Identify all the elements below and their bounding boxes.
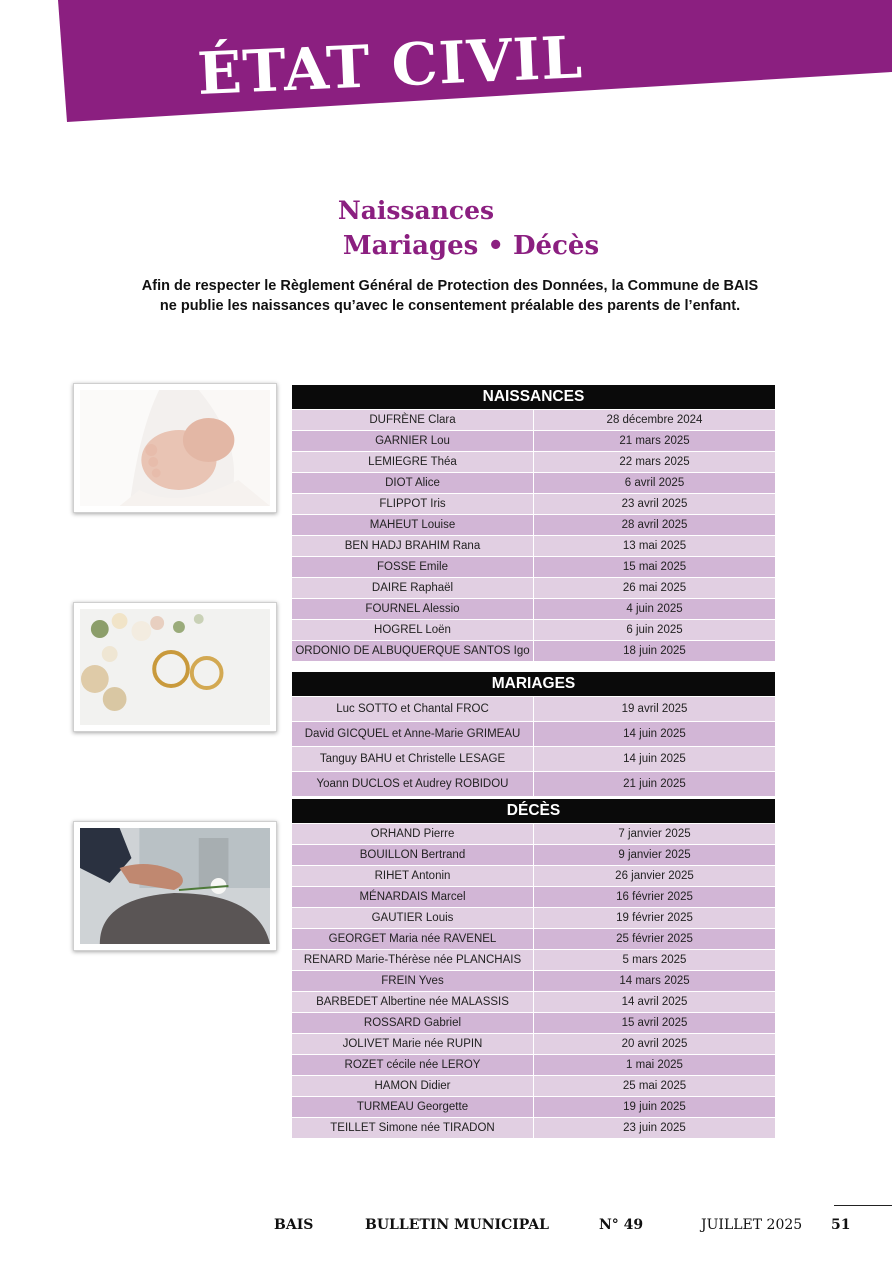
entry-date: 25 mai 2025 bbox=[534, 1076, 776, 1097]
entry-name: RENARD Marie-Thérèse née PLANCHAIS bbox=[292, 950, 534, 971]
naissance-row bbox=[292, 410, 775, 431]
footer-rule bbox=[834, 1205, 892, 1206]
naissance-row bbox=[292, 557, 775, 578]
gdpr-notice-line2: ne publie les naissances qu’avec le consentement préalable des parents de l’enfant. bbox=[159, 298, 741, 314]
entry-date: 23 avril 2025 bbox=[534, 494, 776, 515]
entry-date: 6 avril 2025 bbox=[534, 473, 776, 494]
entry-date: 26 janvier 2025 bbox=[534, 866, 776, 887]
mariages-header: MARIAGES bbox=[292, 672, 775, 697]
deces-table bbox=[292, 799, 775, 1139]
naissance-row bbox=[292, 515, 775, 536]
gdpr-notice-line1: Afin de respecter le Règlement Général de Protection des Données, la Commune de BAIS bbox=[141, 278, 759, 294]
deces-row bbox=[292, 1076, 775, 1097]
entry-name: BEN HADJ BRAHIM Rana bbox=[292, 536, 534, 557]
deces-header: DÉCÈS bbox=[292, 799, 775, 824]
entry-date: 7 janvier 2025 bbox=[534, 824, 776, 845]
heading-mariages-deces: Mariages • Décès bbox=[342, 231, 600, 261]
entry-date: 28 décembre 2024 bbox=[534, 410, 776, 431]
entry-date: 14 avril 2025 bbox=[534, 992, 776, 1013]
mariage-row bbox=[292, 747, 775, 772]
entry-name: Luc SOTTO et Chantal FROC bbox=[292, 697, 534, 722]
mariage-row bbox=[292, 772, 775, 797]
naissances-table bbox=[292, 385, 775, 662]
naissance-row bbox=[292, 473, 775, 494]
entry-date: 1 mai 2025 bbox=[534, 1055, 776, 1076]
entry-name: DUFRÈNE Clara bbox=[292, 410, 534, 431]
deces-row bbox=[292, 929, 775, 950]
entry-name: David GICQUEL et Anne-Marie GRIMEAU bbox=[292, 722, 534, 747]
entry-name: DAIRE Raphaël bbox=[292, 578, 534, 599]
entry-name: RIHET Antonin bbox=[292, 866, 534, 887]
mariage-row bbox=[292, 722, 775, 747]
deces-row bbox=[292, 971, 775, 992]
entry-name: MÉNARDAIS Marcel bbox=[292, 887, 534, 908]
entry-date: 5 mars 2025 bbox=[534, 950, 776, 971]
deces-row bbox=[292, 1013, 775, 1034]
deces-row bbox=[292, 1097, 775, 1118]
deces-row bbox=[292, 950, 775, 971]
naissance-row bbox=[292, 536, 775, 557]
naissance-row bbox=[292, 578, 775, 599]
naissance-row bbox=[292, 641, 775, 662]
entry-date: 14 mars 2025 bbox=[534, 971, 776, 992]
deces-row bbox=[292, 866, 775, 887]
deces-row bbox=[292, 1055, 775, 1076]
heading-naissances: Naissances bbox=[337, 196, 495, 225]
entry-name: FREIN Yves bbox=[292, 971, 534, 992]
entry-name: JOLIVET Marie née RUPIN bbox=[292, 1034, 534, 1055]
entry-name: Yoann DUCLOS et Audrey ROBIDOU bbox=[292, 772, 534, 797]
deces-row bbox=[292, 824, 775, 845]
baby-feet-photo bbox=[73, 383, 277, 513]
deces-row bbox=[292, 1118, 775, 1139]
naissances-header: NAISSANCES bbox=[292, 385, 775, 410]
entry-name: HOGREL Loën bbox=[292, 620, 534, 641]
entry-date: 18 juin 2025 bbox=[534, 641, 776, 662]
entry-name: Tanguy BAHU et Christelle LESAGE bbox=[292, 747, 534, 772]
entry-date: 14 juin 2025 bbox=[534, 747, 776, 772]
naissance-row bbox=[292, 494, 775, 515]
entry-name: ORHAND Pierre bbox=[292, 824, 534, 845]
entry-name: HAMON Didier bbox=[292, 1076, 534, 1097]
footer-publication: BULLETIN MUNICIPAL bbox=[365, 1217, 549, 1233]
entry-name: DIOT Alice bbox=[292, 473, 534, 494]
funeral-hand-rose-photo bbox=[73, 821, 277, 951]
entry-date: 20 avril 2025 bbox=[534, 1034, 776, 1055]
entry-date: 19 février 2025 bbox=[534, 908, 776, 929]
entry-date: 22 mars 2025 bbox=[534, 452, 776, 473]
entry-name: BOUILLON Bertrand bbox=[292, 845, 534, 866]
deces-row bbox=[292, 887, 775, 908]
entry-date: 6 juin 2025 bbox=[534, 620, 776, 641]
entry-name: ROZET cécile née LEROY bbox=[292, 1055, 534, 1076]
entry-name: GAUTIER Louis bbox=[292, 908, 534, 929]
deces-row bbox=[292, 845, 775, 866]
naissance-row bbox=[292, 431, 775, 452]
entry-date: 15 mai 2025 bbox=[534, 557, 776, 578]
entry-date: 19 juin 2025 bbox=[534, 1097, 776, 1118]
footer-town: BAIS bbox=[274, 1217, 314, 1233]
wedding-rings-photo bbox=[73, 602, 277, 732]
entry-date: 23 juin 2025 bbox=[534, 1118, 776, 1139]
footer-page-number: 51 bbox=[831, 1217, 851, 1233]
deces-row bbox=[292, 992, 775, 1013]
entry-name: MAHEUT Louise bbox=[292, 515, 534, 536]
naissance-row bbox=[292, 620, 775, 641]
entry-name: ROSSARD Gabriel bbox=[292, 1013, 534, 1034]
deces-row bbox=[292, 1034, 775, 1055]
entry-name: TURMEAU Georgette bbox=[292, 1097, 534, 1118]
entry-name: GEORGET Maria née RAVENEL bbox=[292, 929, 534, 950]
entry-name: GARNIER Lou bbox=[292, 431, 534, 452]
entry-name: FOURNEL Alessio bbox=[292, 599, 534, 620]
entry-name: ORDONIO DE ALBUQUERQUE SANTOS Igo bbox=[292, 641, 534, 662]
mariages-table bbox=[292, 672, 775, 797]
entry-date: 26 mai 2025 bbox=[534, 578, 776, 599]
deces-row bbox=[292, 908, 775, 929]
entry-name: TEILLET Simone née TIRADON bbox=[292, 1118, 534, 1139]
footer-issue: N° 49 bbox=[599, 1217, 644, 1233]
section-title: ÉTAT CIVIL bbox=[196, 23, 585, 108]
entry-date: 14 juin 2025 bbox=[534, 722, 776, 747]
entry-date: 4 juin 2025 bbox=[534, 599, 776, 620]
mariage-row bbox=[292, 697, 775, 722]
entry-name: FOSSE Emile bbox=[292, 557, 534, 578]
entry-date: 13 mai 2025 bbox=[534, 536, 776, 557]
entry-date: 25 février 2025 bbox=[534, 929, 776, 950]
entry-name: LEMIEGRE Théa bbox=[292, 452, 534, 473]
entry-date: 16 février 2025 bbox=[534, 887, 776, 908]
entry-date: 21 mars 2025 bbox=[534, 431, 776, 452]
gdpr-notice bbox=[100, 276, 800, 316]
entry-date: 21 juin 2025 bbox=[534, 772, 776, 797]
footer-date: JUILLET 2025 bbox=[701, 1217, 803, 1233]
entry-name: FLIPPOT Iris bbox=[292, 494, 534, 515]
naissance-row bbox=[292, 599, 775, 620]
entry-date: 15 avril 2025 bbox=[534, 1013, 776, 1034]
entry-date: 28 avril 2025 bbox=[534, 515, 776, 536]
naissance-row bbox=[292, 452, 775, 473]
entry-date: 19 avril 2025 bbox=[534, 697, 776, 722]
entry-date: 9 janvier 2025 bbox=[534, 845, 776, 866]
entry-name: BARBEDET Albertine née MALASSIS bbox=[292, 992, 534, 1013]
